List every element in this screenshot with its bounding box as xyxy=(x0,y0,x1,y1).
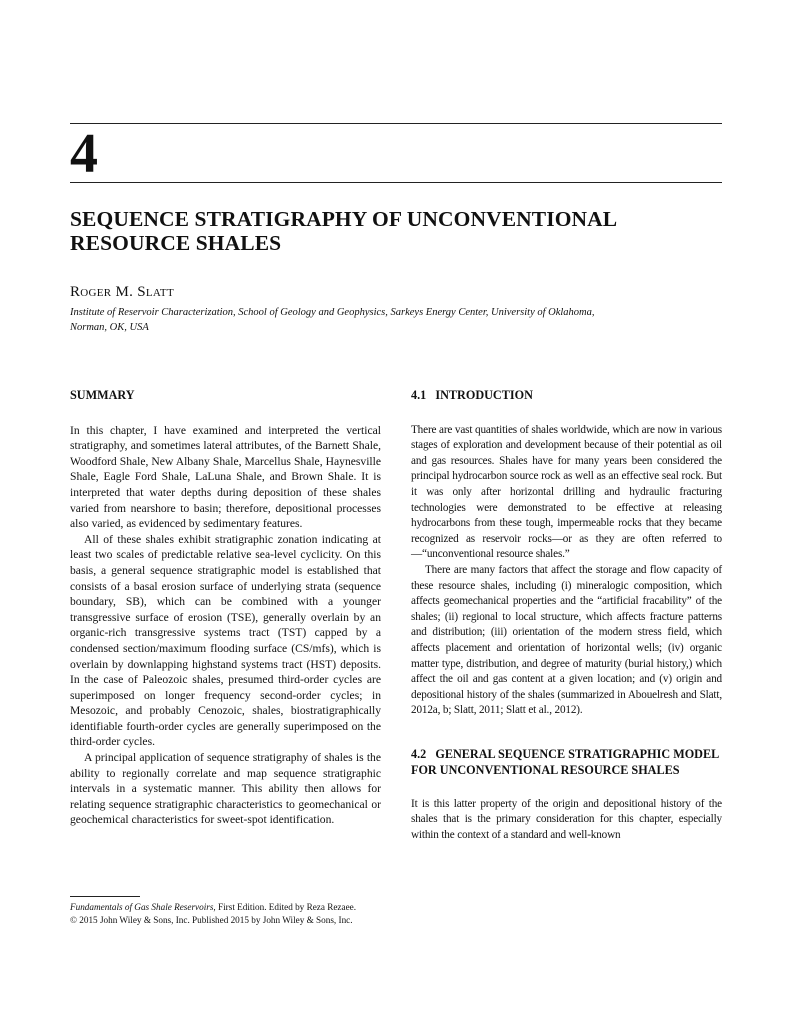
chapter-title: SEQUENCE STRATIGRAPHY OF UNCONVENTIONAL RESOURCE SHALES xyxy=(70,207,617,255)
copyright-line: © 2015 John Wiley & Sons, Inc. Published 2015 by John Wiley & Sons, Inc. xyxy=(70,914,353,925)
right-column xyxy=(411,388,722,844)
model-paragraph: It is this latter property of the origin and depositional history of the shales that is the primary consideration for this chapter, especially within the context of a standard and well-known xyxy=(411,797,722,842)
top-rule xyxy=(70,123,722,124)
chapter-number: 4 xyxy=(70,123,98,185)
author-affiliation: Institute of Reservoir Characterization, School of Geology and Geophysics, Sarkeys Energy Center, University of Oklahoma, Norman, OK, USA xyxy=(70,307,595,333)
summary-heading: SUMMARY xyxy=(70,388,135,402)
summary-paragraph: In this chapter, I have examined and interpreted the vertical stratigraphy, and sometimes lateral attributes, of the Barnett Shale, Woodford Shale, New Albany Shale, Marcellus Shale, Haynesville Shale, Eagle Ford Shale, LaLuna Shale, and Brown Shale. It is interpreted that water depths during deposition of these shales varied from nearshore to basin; therefore, depositional processes also varied, as evidenced by sedimentary features. xyxy=(70,423,381,531)
introduction-paragraph: There are many factors that affect the storage and flow capacity of these resource shales, including (i) mineralogic composition, which affects geomechanical properties and the “artificial fracability” of the shales; (ii) regional to local structure, which affects fracture patterns and distribution; (iii) orientation of the modern stress field, which affects placement and orientation of horizontal wells; (iv) organic matter type, distribution, and degree of maturity (burial history,) which affect the oil and gas content at a given location; and (v) origin and depositional history of the shales (summarized in Abouelresh and Slatt, 2012a, b; Slatt, 2011; Slatt et al., 2012). xyxy=(411,563,722,717)
footnote xyxy=(70,901,356,926)
summary-paragraph: A principal application of sequence stratigraphy of shales is the ability to regionally correlate and map sequence stratigraphic intervals in a systematic manner. This ability then allows for relating sequence stratigraphic characteristics to geomechanical or geochemical characteristics for sweet-spot identification. xyxy=(70,751,381,827)
chapter-rule xyxy=(70,182,722,183)
author-name: Roger M. Slatt xyxy=(70,284,174,300)
footnote-citation xyxy=(70,901,356,914)
footnote-rule xyxy=(70,896,140,897)
summary-paragraph: All of these shales exhibit stratigraphic zonation indicating at least two scales of predictable relative sea-level cyclicity. On this basis, a general sequence stratigraphic model is established that consists of a basal erosion surface of underlying strata (sequence boundary, SB), which can be combined with a younger transgressive surface of erosion (TSE), generally overlain by an organic-rich transgressive systems tract (TST) capped by a condensed section/maximum flooding surface (CS/mfs), which is overlain by downlapping highstand systems tract (HST) deposits. In the case of Paleozoic shales, presumed third-order cycles are superimposed on longer frequency second-order cycles; in Mesozoic, and probably Cenozoic, shales, biostratigraphically identifiable fourth-order cycles are generally superimposed on the third-order cycles. xyxy=(70,532,381,749)
introduction-heading: 4.1 INTRODUCTION xyxy=(411,388,533,402)
book-edition: , First Edition. Edited by Reza Rezaee. xyxy=(213,902,357,912)
book-title: Fundamentals of Gas Shale Reservoirs xyxy=(70,902,214,912)
model-heading: 4.2 GENERAL SEQUENCE STRATIGRAPHIC MODEL FOR UNCONVENTIONAL RESOURCE SHALES xyxy=(411,746,722,777)
left-column xyxy=(70,388,381,828)
introduction-paragraph: There are vast quantities of shales worldwide, which are now in various stages of exploration and development because of their potential as oil and gas resources. Shales have for many years been considered the principal hydrocarbon source rock as well as an effective seal rock. But it was only after horizontal drilling and hydraulic fracturing technologies were demonstrated to be effective at releasing hydrocarbons from these tough, impermeable rocks that they became recognized as reservoir rocks—or as they are often referred to—“unconventional resource shales.” xyxy=(411,423,722,561)
